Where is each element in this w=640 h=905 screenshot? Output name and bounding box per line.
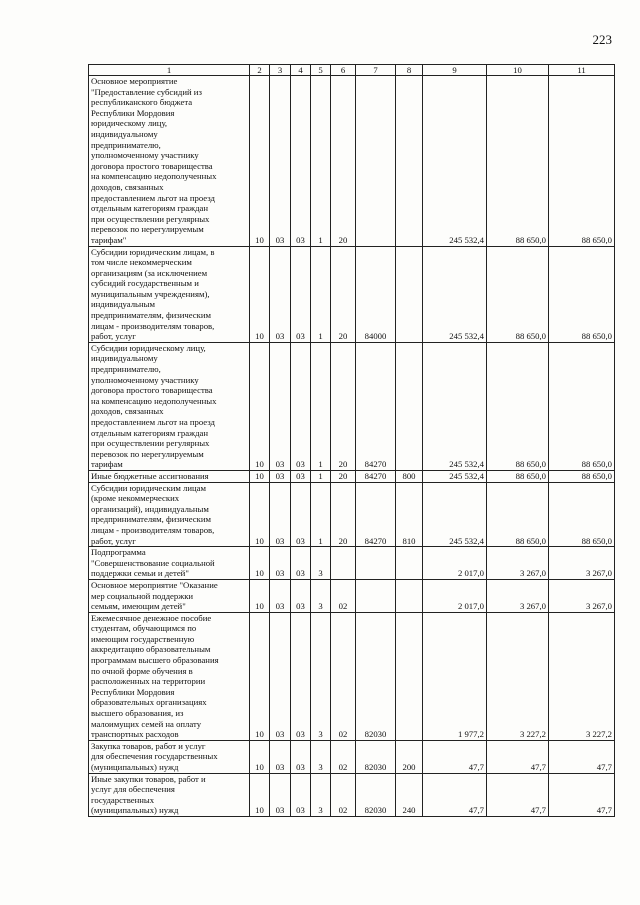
header-col-9: 9 bbox=[423, 65, 487, 76]
cell-program: 03 bbox=[291, 740, 311, 773]
cell-subprogram: 1 bbox=[311, 76, 331, 247]
cell-subsection: 03 bbox=[270, 482, 291, 547]
cell-program: 03 bbox=[291, 482, 311, 547]
table-row bbox=[89, 547, 615, 580]
cell-subsection: 03 bbox=[270, 470, 291, 482]
cell-subsection: 03 bbox=[270, 740, 291, 773]
cell-amount-2: 88 650,0 bbox=[487, 246, 549, 342]
cell-program: 03 bbox=[291, 773, 311, 816]
cell-subprogram: 3 bbox=[311, 612, 331, 740]
table-row bbox=[89, 470, 615, 482]
cell-expense-type bbox=[396, 612, 423, 740]
cell-amount-1: 245 532,4 bbox=[423, 246, 487, 342]
header-col-11: 11 bbox=[549, 65, 615, 76]
cell-subprogram: 1 bbox=[311, 342, 331, 470]
row-name: Субсидии юридическим лицам (кроме некоммерческих организаций), индивидуальным предпринимателям, физическим лицам - производителям товаров, работ, услуг bbox=[89, 482, 250, 547]
cell-amount-1: 47,7 bbox=[423, 740, 487, 773]
cell-subprogram: 1 bbox=[311, 246, 331, 342]
header-col-6: 6 bbox=[331, 65, 356, 76]
table-row bbox=[89, 612, 615, 740]
cell-amount-3: 3 227,2 bbox=[549, 612, 615, 740]
cell-subprogram: 3 bbox=[311, 547, 331, 580]
cell-amount-2: 88 650,0 bbox=[487, 76, 549, 247]
cell-section: 10 bbox=[250, 246, 270, 342]
cell-amount-3: 47,7 bbox=[549, 773, 615, 816]
cell-amount-3: 88 650,0 bbox=[549, 246, 615, 342]
cell-amount-2: 3 227,2 bbox=[487, 612, 549, 740]
row-name: Закупка товаров, работ и услуг для обеспечения государственных (муниципальных) нужд bbox=[89, 740, 250, 773]
cell-subsection: 03 bbox=[270, 773, 291, 816]
cell-event: 20 bbox=[331, 76, 356, 247]
row-name: Субсидии юридическим лицам, в том числе некоммерческим организациям (за исключением субсидий государственным и муниципальным учреждениям), индивидуальным предпринимателям, физическим лицам - производителям товаров, работ, услуг bbox=[89, 246, 250, 342]
cell-program: 03 bbox=[291, 342, 311, 470]
header-col-3: 3 bbox=[270, 65, 291, 76]
cell-expense-type: 240 bbox=[396, 773, 423, 816]
cell-amount-3: 3 267,0 bbox=[549, 579, 615, 612]
cell-section: 10 bbox=[250, 76, 270, 247]
table-row bbox=[89, 342, 615, 470]
cell-program: 03 bbox=[291, 246, 311, 342]
cell-expense-type bbox=[396, 246, 423, 342]
budget-table bbox=[88, 64, 615, 817]
cell-subsection: 03 bbox=[270, 76, 291, 247]
header-col-1: 1 bbox=[89, 65, 250, 76]
cell-amount-1: 245 532,4 bbox=[423, 76, 487, 247]
row-name: Основное мероприятие "Оказание мер социальной поддержки семьям, имеющим детей" bbox=[89, 579, 250, 612]
table-header-row bbox=[89, 65, 615, 76]
table-row bbox=[89, 740, 615, 773]
cell-section: 10 bbox=[250, 342, 270, 470]
cell-event: 20 bbox=[331, 246, 356, 342]
cell-subsection: 03 bbox=[270, 547, 291, 580]
cell-subsection: 03 bbox=[270, 612, 291, 740]
cell-direction: 82030 bbox=[356, 773, 396, 816]
cell-event: 02 bbox=[331, 740, 356, 773]
row-name: Основное мероприятие "Предоставление субсидий из республиканского бюджета Республики Мордовия юридическому лицу, индивидуальному предпринимателю, уполномоченному участнику договора простого товарищества на компенсацию недополученных доходов, связанных предоставлением льгот на проезд отдельным категориям граждан при осуществлении регулярных перевозок по нерегулируемым тарифам" bbox=[89, 76, 250, 247]
cell-amount-3: 47,7 bbox=[549, 740, 615, 773]
header-col-4: 4 bbox=[291, 65, 311, 76]
cell-amount-1: 47,7 bbox=[423, 773, 487, 816]
cell-event: 20 bbox=[331, 342, 356, 470]
page-number: 223 bbox=[592, 32, 612, 47]
cell-amount-1: 245 532,4 bbox=[423, 470, 487, 482]
table-row bbox=[89, 579, 615, 612]
cell-event: 02 bbox=[331, 579, 356, 612]
cell-amount-1: 1 977,2 bbox=[423, 612, 487, 740]
cell-expense-type bbox=[396, 547, 423, 580]
cell-program: 03 bbox=[291, 470, 311, 482]
cell-event bbox=[331, 547, 356, 580]
cell-amount-3: 3 267,0 bbox=[549, 547, 615, 580]
cell-program: 03 bbox=[291, 547, 311, 580]
cell-subsection: 03 bbox=[270, 579, 291, 612]
cell-amount-3: 88 650,0 bbox=[549, 342, 615, 470]
cell-expense-type: 810 bbox=[396, 482, 423, 547]
header-col-5: 5 bbox=[311, 65, 331, 76]
table-row bbox=[89, 246, 615, 342]
cell-amount-2: 88 650,0 bbox=[487, 342, 549, 470]
header-col-8: 8 bbox=[396, 65, 423, 76]
cell-direction bbox=[356, 76, 396, 247]
header-col-7: 7 bbox=[356, 65, 396, 76]
cell-direction: 84270 bbox=[356, 482, 396, 547]
cell-amount-1: 2 017,0 bbox=[423, 579, 487, 612]
cell-event: 02 bbox=[331, 773, 356, 816]
cell-expense-type: 800 bbox=[396, 470, 423, 482]
cell-expense-type bbox=[396, 579, 423, 612]
cell-amount-2: 3 267,0 bbox=[487, 547, 549, 580]
cell-subprogram: 1 bbox=[311, 470, 331, 482]
cell-expense-type: 200 bbox=[396, 740, 423, 773]
cell-amount-3: 88 650,0 bbox=[549, 470, 615, 482]
cell-program: 03 bbox=[291, 579, 311, 612]
cell-direction: 82030 bbox=[356, 740, 396, 773]
cell-subprogram: 3 bbox=[311, 579, 331, 612]
cell-section: 10 bbox=[250, 612, 270, 740]
cell-direction: 84270 bbox=[356, 470, 396, 482]
cell-direction: 84000 bbox=[356, 246, 396, 342]
table-row bbox=[89, 482, 615, 547]
cell-section: 10 bbox=[250, 579, 270, 612]
cell-direction: 82030 bbox=[356, 612, 396, 740]
cell-event: 20 bbox=[331, 482, 356, 547]
cell-section: 10 bbox=[250, 773, 270, 816]
row-name: Ежемесячное денежное пособие студентам, обучающимся по имеющим государственную аккредитацию образовательным программам высшего образования по очной форме обучения в расположенных на территории Республики Мордовия образовательных организациях высшего образования, из малоимущих семей на оплату транспортных расходов bbox=[89, 612, 250, 740]
cell-amount-2: 47,7 bbox=[487, 740, 549, 773]
cell-amount-2: 88 650,0 bbox=[487, 470, 549, 482]
row-name: Подпрограмма "Совершенствование социальной поддержки семьи и детей" bbox=[89, 547, 250, 580]
header-col-2: 2 bbox=[250, 65, 270, 76]
cell-subprogram: 1 bbox=[311, 482, 331, 547]
cell-event: 20 bbox=[331, 470, 356, 482]
cell-subsection: 03 bbox=[270, 246, 291, 342]
cell-amount-2: 88 650,0 bbox=[487, 482, 549, 547]
cell-expense-type bbox=[396, 342, 423, 470]
cell-amount-1: 245 532,4 bbox=[423, 342, 487, 470]
table-row bbox=[89, 773, 615, 816]
cell-amount-3: 88 650,0 bbox=[549, 482, 615, 547]
cell-event: 02 bbox=[331, 612, 356, 740]
cell-amount-2: 47,7 bbox=[487, 773, 549, 816]
cell-section: 10 bbox=[250, 547, 270, 580]
cell-section: 10 bbox=[250, 482, 270, 547]
cell-expense-type bbox=[396, 76, 423, 247]
cell-direction: 84270 bbox=[356, 342, 396, 470]
cell-subprogram: 3 bbox=[311, 740, 331, 773]
cell-amount-1: 2 017,0 bbox=[423, 547, 487, 580]
cell-subsection: 03 bbox=[270, 342, 291, 470]
cell-direction bbox=[356, 547, 396, 580]
cell-subprogram: 3 bbox=[311, 773, 331, 816]
row-name: Иные бюджетные ассигнования bbox=[89, 470, 250, 482]
cell-section: 10 bbox=[250, 740, 270, 773]
cell-program: 03 bbox=[291, 76, 311, 247]
cell-amount-2: 3 267,0 bbox=[487, 579, 549, 612]
cell-section: 10 bbox=[250, 470, 270, 482]
cell-program: 03 bbox=[291, 612, 311, 740]
row-name: Субсидии юридическому лицу, индивидуальному предпринимателю, уполномоченному участнику договора простого товарищества на компенсацию недополученных доходов, связанных предоставлением льгот на проезд отдельным категориям граждан при осуществлении регулярных перевозок по нерегулируемым тарифам bbox=[89, 342, 250, 470]
cell-amount-3: 88 650,0 bbox=[549, 76, 615, 247]
cell-direction bbox=[356, 579, 396, 612]
row-name: Иные закупки товаров, работ и услуг для обеспечения государственных (муниципальных) нужд bbox=[89, 773, 250, 816]
header-col-10: 10 bbox=[487, 65, 549, 76]
cell-amount-1: 245 532,4 bbox=[423, 482, 487, 547]
table-row bbox=[89, 76, 615, 247]
